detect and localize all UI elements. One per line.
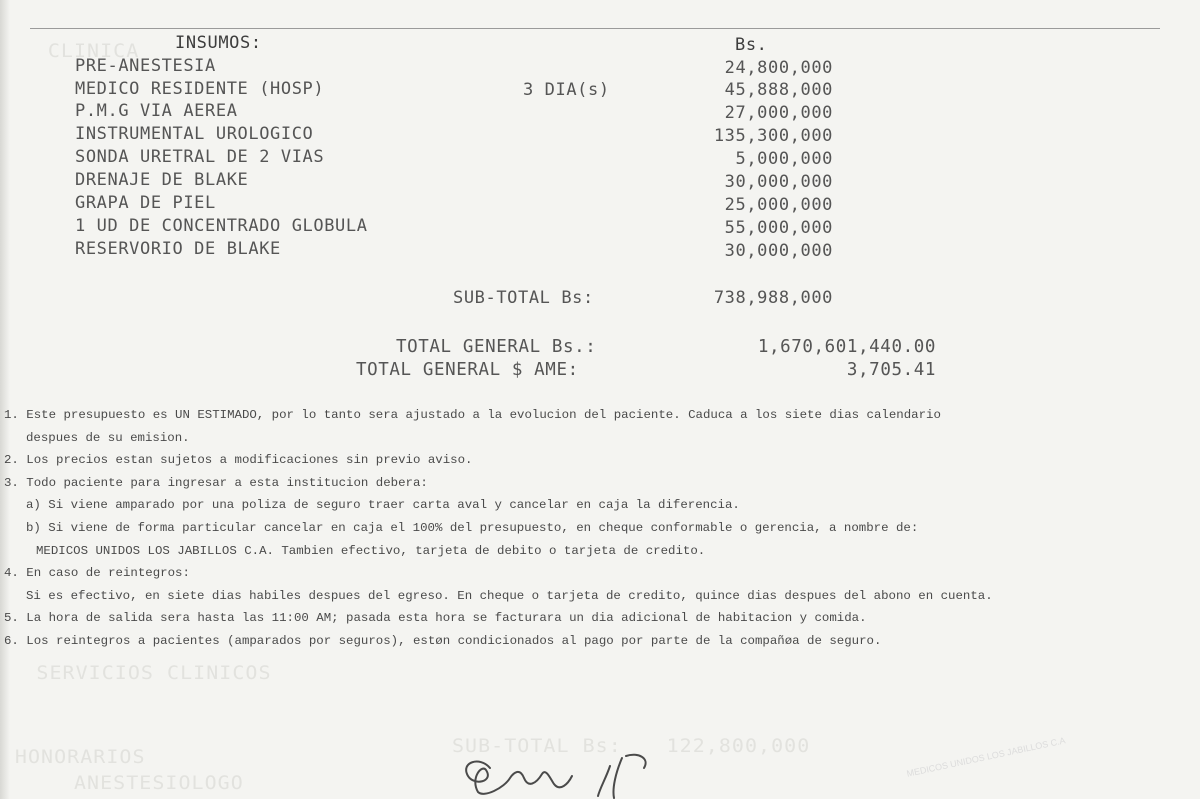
item-description: INSTRUMENTAL UROLOGICO: [75, 124, 314, 144]
terms-notes: [4, 404, 1184, 653]
note-line: 5. La hora de salida sera hasta las 11:00 AM; pasada esta hora se facturara un dia adicional de habitacion y comida.: [4, 611, 867, 626]
bleed-through-text: ANESTESIOLOGO: [73, 772, 244, 794]
bleed-through-text: 122,800,000: [666, 735, 811, 757]
item-amount: 55,000,000: [724, 218, 833, 238]
bleed-through-text: SERVICIOS CLINICOS: [36, 662, 272, 684]
total-bs-amount: 1,670,601,440.00: [757, 337, 936, 357]
scan-edge-shadow: [0, 0, 10, 799]
handwritten-signature: [450, 748, 710, 799]
note-line: 1. Este presupuesto es UN ESTIMADO, por lo tanto sera ajustado a la evolucion del paciente. Caduca a los siete dias calendario: [4, 408, 941, 422]
note-line: despues de su emision.: [26, 430, 190, 445]
bleed-through-text: SUB-TOTAL Bs:: [451, 735, 622, 757]
item-amount: 30,000,000: [724, 172, 833, 192]
note-line: 2. Los precios estan sujetos a modificaciones sin previo aviso.: [4, 453, 473, 468]
item-amount: 27,000,000: [724, 103, 833, 123]
item-amount: 30,000,000: [724, 241, 833, 261]
item-amount: 135,300,000: [713, 126, 833, 146]
item-description: P.M.G VIA AEREA: [75, 101, 238, 121]
note-line: b) Si viene de forma particular cancelar en caja el 100% del presupuesto, en cheque conformable o gerencia, a nombre de:: [26, 520, 919, 535]
item-amount: 45,888,000: [724, 80, 833, 100]
item-description: SONDA URETRAL DE 2 VIAS: [75, 147, 325, 167]
total-usd-amount: 3,705.41: [846, 360, 936, 380]
subtotal-label: SUB-TOTAL Bs:: [453, 288, 594, 308]
item-amount: 5,000,000: [735, 149, 833, 169]
item-amount: 24,800,000: [724, 58, 833, 78]
note-line: Si es efectivo, en siete dias habiles despues del egreso. En cheque o tarjeta de credito, quince dias despues del abono en cuenta.: [26, 588, 993, 603]
item-description: PRE-ANESTESIA: [75, 56, 216, 76]
note-line: 3. Todo paciente para ingresar a esta institucion debera:: [4, 475, 428, 490]
item-quantity: 3 DIA(s): [523, 80, 610, 100]
currency-header: Bs.: [735, 35, 768, 55]
total-bs-label: TOTAL GENERAL Bs.:: [396, 337, 597, 357]
item-description: RESERVORIO DE BLAKE: [75, 239, 281, 259]
item-amount: 25,000,000: [724, 195, 833, 215]
note-line: MEDICOS UNIDOS LOS JABILLOS C.A. Tambien efectivo, tarjeta de debito o tarjeta de credito.: [36, 543, 706, 558]
section-title: INSUMOS:: [175, 33, 262, 53]
note-line: 4. En caso de reintegros:: [4, 566, 190, 581]
item-description: MEDICO RESIDENTE (HOSP): [75, 79, 325, 99]
bleed-through-text: HONORARIOS: [14, 746, 146, 768]
header-rule: [30, 28, 1160, 29]
item-description: GRAPA DE PIEL: [75, 193, 216, 213]
item-description: 1 UD DE CONCENTRADO GLOBULA: [75, 216, 368, 236]
subtotal-amount: 738,988,000: [713, 288, 833, 308]
bleed-through-text: CLINICA: [47, 40, 140, 62]
total-usd-label: TOTAL GENERAL $ AME:: [356, 360, 579, 380]
note-line: 6. Los reintegros a pacientes (amparados por seguros), estøn condicionados al pago por parte de la compañøa de seguro.: [4, 633, 882, 648]
item-description: DRENAJE DE BLAKE: [75, 170, 249, 190]
note-line: a) Si viene amparado por una poliza de seguro traer carta aval y cancelar en caja la diferencia.: [26, 498, 740, 513]
bleed-through-stamp: MEDICOS UNIDOS LOS JABILLOS C.A: [905, 735, 1067, 779]
